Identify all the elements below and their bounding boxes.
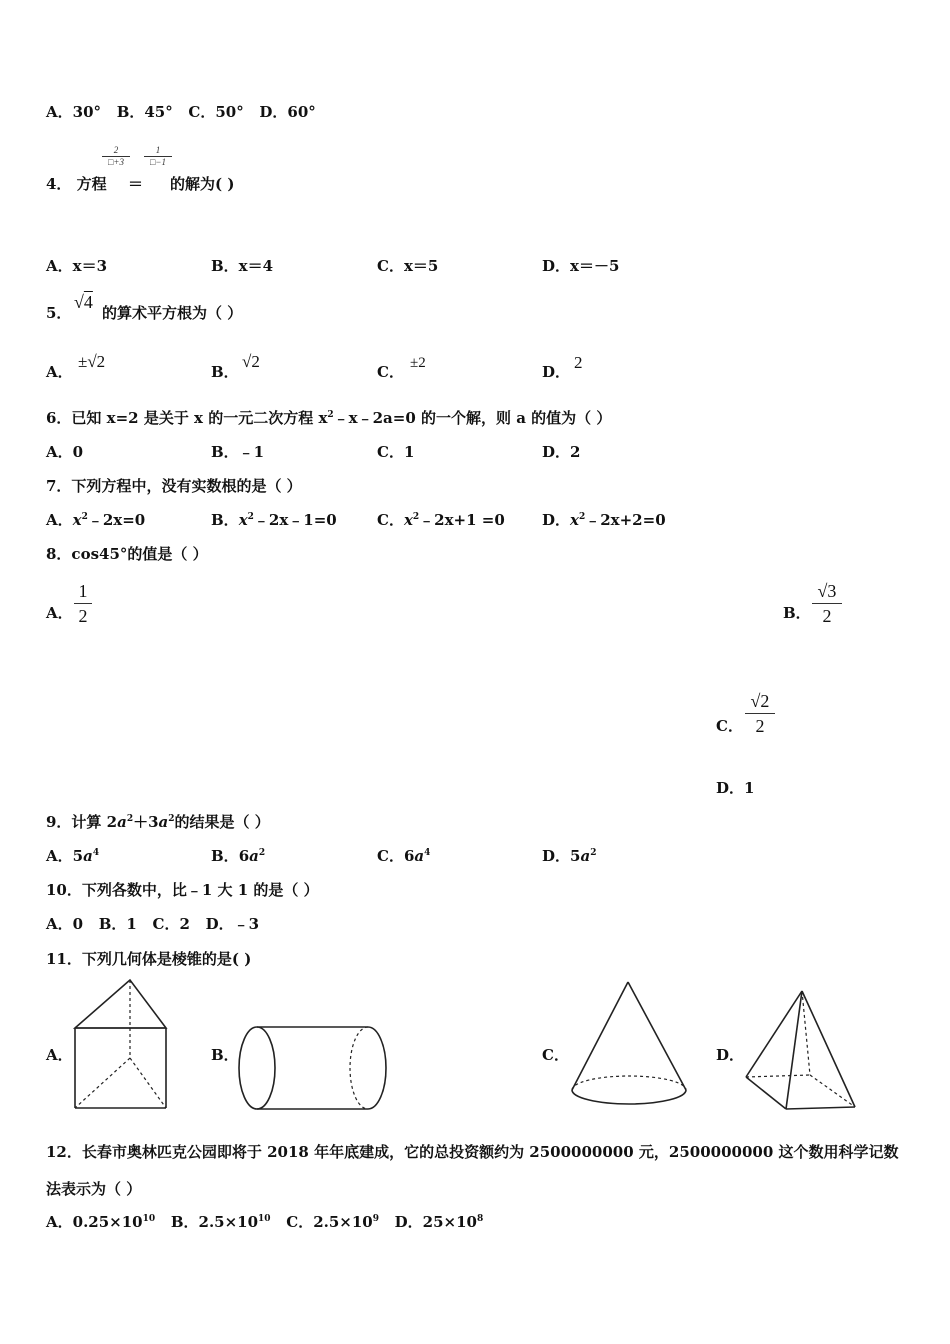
q9-option-b-letter: B． xyxy=(211,847,239,865)
q10-option-a[interactable]: A．0 xyxy=(46,915,84,933)
q9-option-a-letter: A． xyxy=(46,847,73,865)
q5-option-d-value xyxy=(574,353,583,373)
q7-option-b[interactable]: B．$x^2﹣2x﹣1=0$ xyxy=(211,511,337,529)
q4-fraction-left xyxy=(102,145,130,168)
q4-equals-sign: ＝ xyxy=(128,175,144,193)
cone-figure xyxy=(566,978,692,1110)
q11-option-b[interactable] xyxy=(211,1045,239,1065)
q6-option-c[interactable] xyxy=(377,442,414,462)
q4-frac-right-den: □−1 xyxy=(149,157,166,167)
q12-option-a-label: A．0.25×10 xyxy=(46,1213,143,1231)
q8-option-c[interactable] xyxy=(716,716,743,736)
q9-option-d[interactable]: D．$5a^2$ xyxy=(542,847,597,865)
q5-option-a[interactable] xyxy=(46,362,73,382)
q4-option-c-text: C．x＝5 xyxy=(377,257,439,275)
q11-option-c[interactable] xyxy=(542,1045,569,1065)
q8-option-a-fraction xyxy=(74,580,92,627)
q12-line1-text: 12．长春市奥林匹克公园即将于 2018 年年底建成，它的总投资额约为 2500000000 元，2500000000 这个数用科学记数 xyxy=(46,1143,899,1161)
q5-option-c-value-text: ±2 xyxy=(410,355,426,371)
q5-option-a-letter: A． xyxy=(46,363,73,381)
q4-option-c[interactable] xyxy=(377,256,438,276)
q4-option-d[interactable] xyxy=(542,256,619,276)
q7-option-c[interactable]: C．$x^2﹣2x+1 =0$ xyxy=(377,511,505,529)
q4-stem-b xyxy=(170,174,234,194)
q8-option-b-num: √3 xyxy=(817,581,837,601)
q7-option-b-letter: B． xyxy=(211,511,239,529)
q10-stem xyxy=(46,880,319,900)
q9-stem-a: 9．计算 2 xyxy=(46,813,118,831)
q5-option-a-value xyxy=(78,352,105,372)
q8-option-a-num: 1 xyxy=(78,581,88,601)
q12-line2 xyxy=(46,1179,141,1199)
q9-option-d-coef: 5 xyxy=(570,847,581,865)
q4-stem-b-text: 的解为( ) xyxy=(170,175,235,193)
q7-option-b-tail: ﹣2x﹣1=0 xyxy=(253,511,337,529)
q4-stem-a: 方程 xyxy=(76,175,107,193)
q8-option-a-bar xyxy=(74,603,92,604)
q6-option-b-text: B．﹣1 xyxy=(211,443,265,461)
q3-option-b[interactable]: B．45° xyxy=(116,103,173,121)
q6-option-d[interactable] xyxy=(542,442,580,462)
q8-stem xyxy=(46,544,208,564)
q5-stem-text: 的算术平方根为（ ） xyxy=(102,304,243,322)
q9-stem: 9．计算 $2a^2+3a^2$的结果是（ ） xyxy=(46,813,270,831)
q9-option-a-exp: 4 xyxy=(92,848,100,858)
q5-option-b[interactable] xyxy=(211,362,239,382)
q6-option-b[interactable] xyxy=(211,442,264,462)
q6-option-d-text: D．2 xyxy=(542,443,581,461)
q5-option-d-letter: D． xyxy=(542,363,571,381)
q12-option-b[interactable] xyxy=(171,1213,271,1231)
q8-option-a[interactable] xyxy=(46,603,73,623)
q7-option-d-letter: D． xyxy=(542,511,571,529)
q4-frac-left-num: 2 xyxy=(113,145,119,155)
q12-option-c-label: C．2.5×10 xyxy=(286,1213,373,1231)
q10-options xyxy=(46,914,259,934)
q12-option-c-exp: 9 xyxy=(372,1214,379,1224)
q5-option-b-letter: B． xyxy=(211,363,239,381)
q4-equals xyxy=(128,174,143,194)
q4-fraction-right xyxy=(144,145,172,168)
q8-option-b-fraction xyxy=(812,580,842,627)
q8-option-b[interactable] xyxy=(783,603,811,623)
q7-option-c-tail: ﹣2x+1 =0 xyxy=(419,511,505,529)
q6-stem xyxy=(46,408,611,428)
q7-option-a-letter: A． xyxy=(46,511,73,529)
q8-option-c-num: √2 xyxy=(750,691,770,711)
q9-option-d-exp: 2 xyxy=(590,848,597,858)
q8-option-a-letter: A． xyxy=(46,604,73,622)
q10-option-d[interactable]: D．﹣3 xyxy=(205,915,260,933)
q12-option-a[interactable] xyxy=(46,1213,155,1231)
q12-option-d-label: D．25×10 xyxy=(394,1213,477,1231)
pyramid-figure xyxy=(740,985,862,1113)
q6-stem-text: 6．已知 x=2 是关于 x 的一元二次方程 x xyxy=(46,409,328,427)
q4-number: 4． xyxy=(46,175,72,193)
q10-option-c[interactable]: C．2 xyxy=(152,915,190,933)
q9-option-c[interactable]: C．$6a^4$ xyxy=(377,847,431,865)
q4-frac-left-den: □+3 xyxy=(107,157,124,167)
q7-option-d-tail: ﹣2x+2=0 xyxy=(585,511,666,529)
q7-option-c-letter: C． xyxy=(377,511,404,529)
q12-option-d-exp: 8 xyxy=(477,1214,484,1224)
q8-option-c-den: 2 xyxy=(755,716,765,736)
q12-line1 xyxy=(46,1142,898,1162)
q7-stem xyxy=(46,476,302,496)
q8-option-c-letter: C． xyxy=(716,717,743,735)
q6-option-a[interactable] xyxy=(46,442,83,462)
q8-option-c-bar xyxy=(745,713,775,714)
q5-option-b-value-text: √2 xyxy=(242,352,260,371)
q7-option-a[interactable]: A．$x^2﹣2x=0$ xyxy=(46,511,146,529)
q11-option-d-letter: D． xyxy=(716,1046,745,1064)
q5-option-d-value-text: 2 xyxy=(574,353,583,372)
q5-sqrt4: √4 xyxy=(74,292,93,312)
q5-radicand: 4 xyxy=(83,292,93,312)
q3-option-a[interactable]: A．30° xyxy=(46,103,102,121)
q12-option-b-label: B．2.5×10 xyxy=(170,1213,259,1231)
q8-option-b-bar xyxy=(812,603,842,604)
q8-option-d[interactable] xyxy=(716,778,754,798)
q3-option-c[interactable]: C．50° xyxy=(188,103,244,121)
q12-options xyxy=(46,1212,483,1232)
q9-option-a[interactable]: A．$5a^4$ xyxy=(46,847,100,865)
q9-option-b[interactable]: B．$6a^2$ xyxy=(211,847,266,865)
q8-option-b-den: 2 xyxy=(822,606,832,626)
q4-option-a-text: A．x＝3 xyxy=(46,257,108,275)
q6-stem-sup: 2 xyxy=(327,410,334,420)
q9-stem-c: 的结果是（ ） xyxy=(174,813,270,831)
q6-option-a-text: A．0 xyxy=(46,443,84,461)
q7-stem-text: 7．下列方程中，没有实数根的是（ ） xyxy=(46,477,302,495)
q9-option-c-coef: 6 xyxy=(403,847,415,865)
q11-stem xyxy=(46,949,251,969)
q8-option-b-letter: B． xyxy=(783,604,811,622)
q5-option-c[interactable] xyxy=(377,362,404,382)
q9-option-a-coef: 5 xyxy=(72,847,84,865)
q12-option-d[interactable] xyxy=(395,1213,484,1231)
q12-option-b-exp: 10 xyxy=(258,1214,271,1224)
q5-option-c-letter: C． xyxy=(377,363,404,381)
q12-option-c[interactable] xyxy=(286,1213,379,1231)
q3-option-d[interactable]: D．60° xyxy=(259,103,316,121)
triangular-prism-figure xyxy=(70,978,170,1114)
q6-option-c-text: C．1 xyxy=(377,443,415,461)
q5-stem xyxy=(102,303,242,323)
q8-option-c-fraction xyxy=(745,690,775,737)
q9-stem-b: ＋3 xyxy=(133,813,159,831)
q8-stem-text: 8．cos45°的值是（ ） xyxy=(46,545,208,563)
q7-option-a-tail: ﹣2x=0 xyxy=(87,511,146,529)
q11-option-b-letter: B． xyxy=(211,1046,239,1064)
q8-option-a-den: 2 xyxy=(78,606,88,626)
q4-option-d-text: D．x＝－5 xyxy=(542,257,620,275)
q5-number-text: 5． xyxy=(46,304,72,322)
q9-option-b-coef: 6 xyxy=(238,847,250,865)
q5-option-b-value xyxy=(242,352,260,372)
q11-option-a-letter: A． xyxy=(46,1046,73,1064)
q5-option-a-value-text: ±√2 xyxy=(78,352,106,371)
q10-option-b[interactable]: B．1 xyxy=(98,915,137,933)
q4-frac-right-num: 1 xyxy=(155,145,161,155)
q12-option-a-exp: 10 xyxy=(142,1214,156,1224)
q10-stem-text: 10．下列各数中，比﹣1 大 1 的是（ ） xyxy=(46,881,319,899)
q4-option-b-text: B．x＝4 xyxy=(211,257,274,275)
q9-option-c-letter: C． xyxy=(377,847,404,865)
q7-option-d[interactable]: D．$x^2﹣2x+2=0$ xyxy=(542,511,666,529)
q5-option-d[interactable] xyxy=(542,362,570,382)
q9-option-c-exp: 4 xyxy=(424,848,431,858)
q11-stem-text: 11．下列几何体是棱锥的是( ) xyxy=(46,950,252,968)
q12-line2-text: 法表示为（ ） xyxy=(46,1180,142,1198)
q4-stem xyxy=(46,174,107,194)
q11-option-a[interactable] xyxy=(46,1045,73,1065)
q4-option-a[interactable] xyxy=(46,256,107,276)
q4-option-b[interactable] xyxy=(211,256,273,276)
q8-option-d-text: D．1 xyxy=(716,779,755,797)
q5-option-c-value xyxy=(410,353,426,373)
q9-option-d-letter: D． xyxy=(542,847,571,865)
q9-option-b-exp: 2 xyxy=(258,848,266,858)
cylinder-figure xyxy=(236,1022,391,1114)
q3-options xyxy=(46,102,316,122)
q6-stem-tail: ﹣x﹣2a=0 的一个解，则 a 的值为（ ） xyxy=(333,409,612,427)
q11-option-c-letter: C． xyxy=(542,1046,569,1064)
q5-number xyxy=(46,303,71,323)
